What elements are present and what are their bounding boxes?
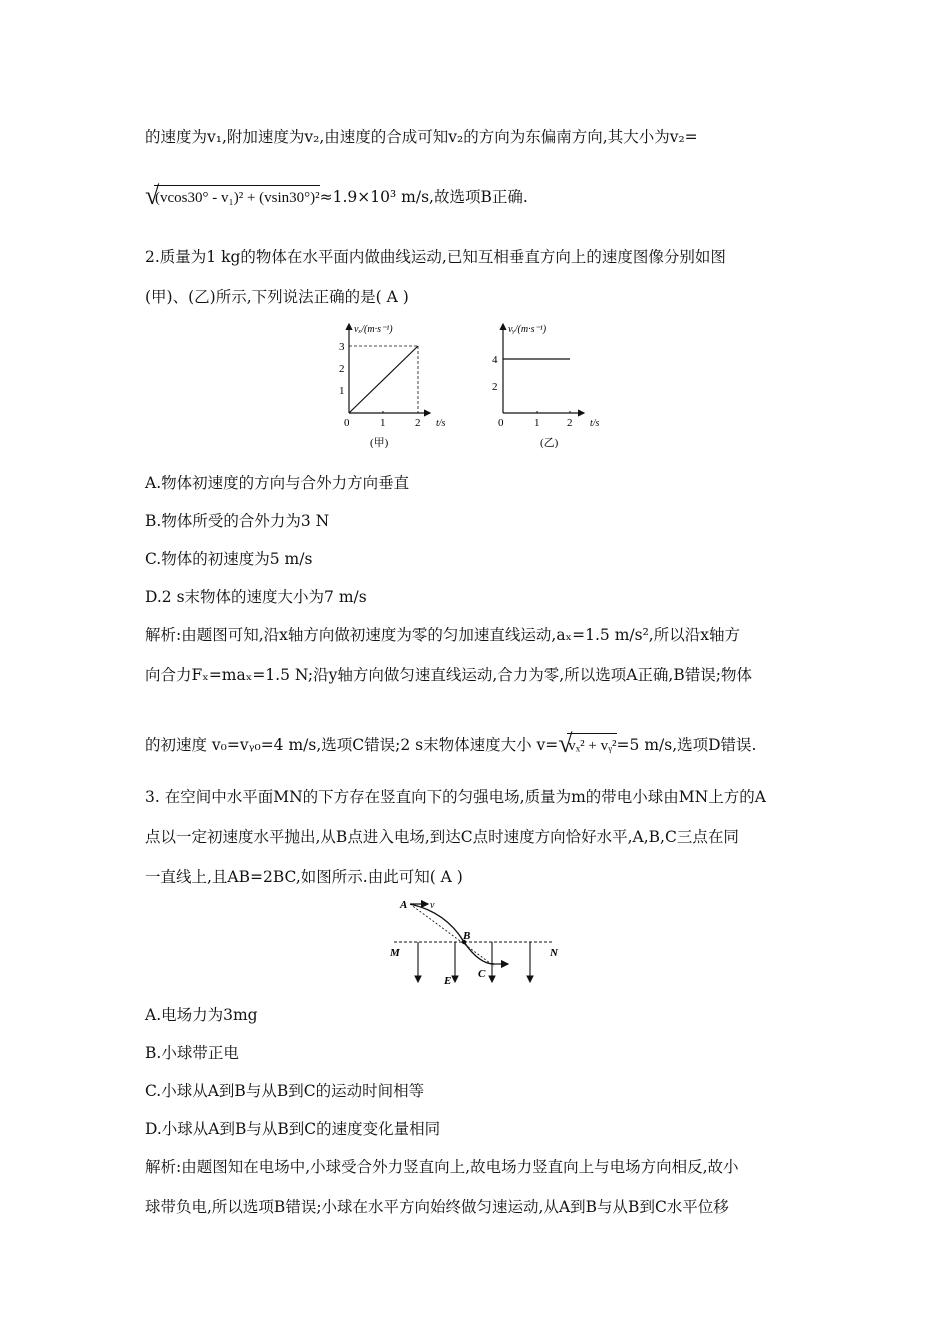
question-3-stem-cont: 一直线上,且AB=2BC,如图所示.由此可知( A ) <box>145 868 463 886</box>
graph-caption: (乙) <box>540 437 559 449</box>
y-tick-label: 2 <box>339 363 345 375</box>
solution-text: =5 m/s,选项D错误. <box>616 736 757 754</box>
x-tick-label: 0 <box>344 417 350 429</box>
trajectory <box>410 904 494 964</box>
y-tick-label: 1 <box>339 385 345 397</box>
x-axis-label: t/s <box>436 418 446 429</box>
point-a-label: A <box>400 899 408 911</box>
point-n-label: N <box>550 947 558 959</box>
x-tick-label: 1 <box>380 417 386 429</box>
question-3-stem: 3. 在空间中水平面MN的下方存在竖直向下的匀强电场,质量为m的带电小球由MN上方的A <box>145 788 766 806</box>
x-axis-label: t/s <box>590 418 600 429</box>
velocity-label: v <box>430 900 435 911</box>
sqrt-expression: √ vₓ² + vᵧ² <box>558 729 617 758</box>
option-b: B.小球带正电 <box>145 1044 239 1062</box>
solution-text: 的初速度 v₀=vᵧ₀=4 m/s,选项C错误;2 s末物体速度大小 v= <box>145 736 559 754</box>
solution-line: 球带负电,所以选项B错误;小球在水平方向始终做匀速运动,从A到B与从B到C水平位移 <box>145 1198 729 1216</box>
field-diagram <box>384 894 564 998</box>
solution-line <box>145 729 757 758</box>
sqrt-content: (vcos30° - v₁)² + (vsin30°)² <box>155 190 320 206</box>
x-tick-label: 1 <box>534 417 540 429</box>
field-e-label: E <box>444 975 452 987</box>
solution-line: 向合力Fₓ=maₓ=1.5 N;沿y轴方向做匀速直线运动,合力为零,所以选项A正确,B错误;物体 <box>145 666 752 684</box>
y-tick-label: 3 <box>339 341 345 353</box>
point-c-label: C <box>478 968 486 980</box>
y-tick-label: 4 <box>492 354 498 366</box>
x-tick-label: 2 <box>415 417 421 429</box>
point-b-label: B <box>463 930 471 942</box>
option-b: B.物体所受的合外力为3 N <box>145 512 330 530</box>
graph-jia <box>330 318 470 454</box>
point-m-label: M <box>390 947 400 959</box>
y-tick-label: 2 <box>492 381 498 393</box>
option-a: A.物体初速度的方向与合外力方向垂直 <box>145 474 410 492</box>
option-c: C.物体的初速度为5 m/s <box>145 550 313 568</box>
option-d: D.小球从A到B与从B到C的速度变化量相同 <box>145 1120 441 1138</box>
question-2-stem: 2.质量为1 kg的物体在水平面内做曲线运动,已知互相垂直方向上的速度图像分别如图 <box>145 248 726 266</box>
y-axis-label: vᵧ/(m·s⁻¹) <box>508 324 547 335</box>
sqrt-content: vₓ² + vᵧ² <box>568 738 617 754</box>
formula-result: ≈1.9×10³ m/s,故选项B正确. <box>319 188 528 206</box>
sqrt-expression: √ (vcos30° - v₁)² + (vsin30°)² <box>145 181 320 210</box>
y-axis-label: vₓ/(m·s⁻¹) <box>354 324 393 335</box>
option-c: C.小球从A到B与从B到C的运动时间相等 <box>145 1082 425 1100</box>
solution-line: 解析:由题图知在电场中,小球受合外力竖直向上,故电场力竖直向上与电场方向相反,故小 <box>145 1158 739 1176</box>
data-line <box>349 346 418 413</box>
text-line: 的速度为v₁,附加速度为v₂,由速度的合成可知v₂的方向为东偏南方向,其大小为v₂= <box>145 128 698 146</box>
option-d: D.2 s末物体的速度大小为7 m/s <box>145 588 367 606</box>
solution-line: 解析:由题图可知,沿x轴方向做初速度为零的匀加速直线运动,aₓ=1.5 m/s²,所以沿x轴方 <box>145 626 740 644</box>
option-a: A.电场力为3mg <box>145 1006 258 1024</box>
graph-yi <box>484 318 624 454</box>
x-tick-label: 2 <box>567 417 573 429</box>
x-tick-label: 0 <box>498 417 504 429</box>
abc-line <box>410 904 494 966</box>
question-3-stem-cont: 点以一定初速度水平抛出,从B点进入电场,到达C点时速度方向恰好水平,A,B,C三点在同 <box>145 828 739 846</box>
question-2-stem-cont: (甲)、(乙)所示,下列说法正确的是( A ) <box>145 288 409 306</box>
graph-caption: (甲) <box>370 437 389 449</box>
formula-line <box>145 181 528 210</box>
